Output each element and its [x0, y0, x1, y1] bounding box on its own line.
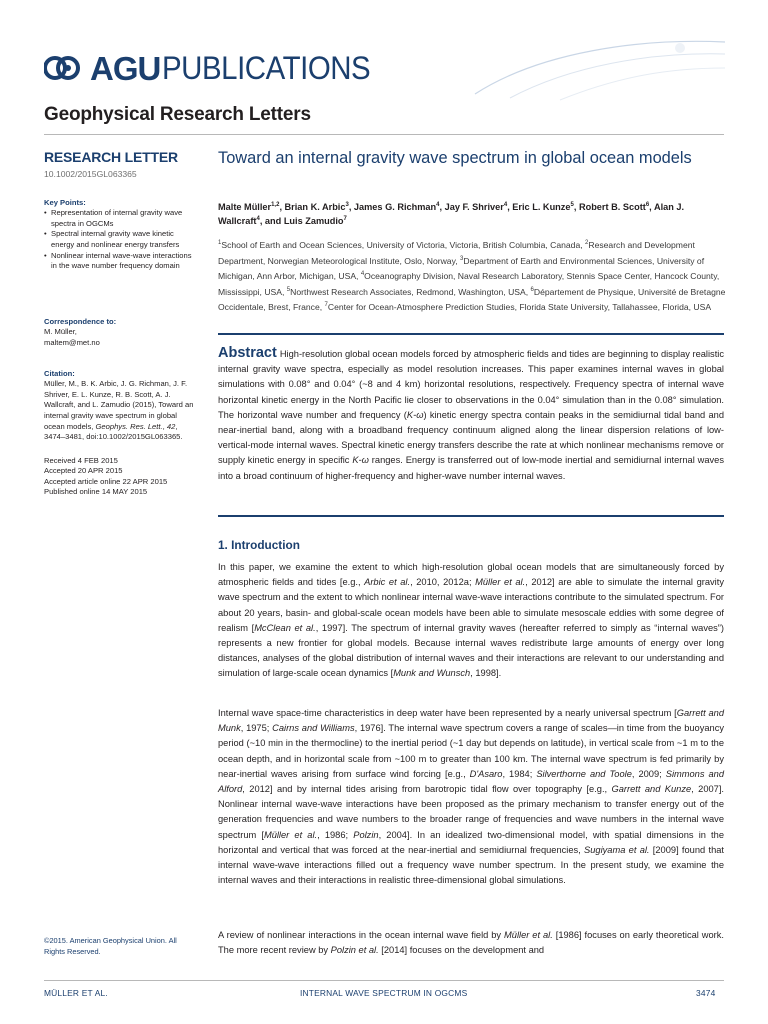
text-run: , 2007]. Nonlinear internal wave-wave interactions have been proposed as the primary mechanism to transfer energy out of the generation frequencies and wave numbers to the broader range of frequencies and wave numbers in the internal wave spectrum [: [218, 784, 724, 840]
citation-mid: ,: [162, 421, 167, 431]
key-point: • Spectral internal gravity wave kinetic energy and nonlinear energy transfers: [44, 229, 194, 250]
author-affiliation-mark: 4: [503, 201, 508, 208]
sidebar: [44, 148, 194, 498]
author-affiliation-mark: 4: [256, 215, 260, 222]
affiliation-text: Department of Earth and Environmental Sciences, University of Michigan, Ann Arbor, Michigan, USA,: [218, 255, 705, 282]
italic-text: Munk and Wunsch: [393, 668, 471, 679]
abstract-body: [218, 349, 724, 481]
text-run: , 1997]. The spectrum of internal gravity waves (hereafter referred to simply as “internal waves”) represents a new frontier for global models. Because internal waves redistribute large amounts of energy over long distances, analyses of the global distribution of internal waves and their interactions are relevant to our understanding and simulation of large-scale ocean dynamics [: [218, 622, 724, 679]
text-run: [2009] found that internal wave-wave interactions filled out a frequency wave number spectrum. In the present study, we examine the internal waves and their interactions in realistic three-dimensional global simulations.: [218, 844, 724, 886]
text-run: , 2012] and by internal tides arising from barotropic tidal flow over topography [e.g.,: [242, 784, 612, 795]
italic-text: Polzin: [353, 829, 379, 840]
doi[interactable]: 10.1002/2015GL063365: [44, 169, 137, 179]
italic-text: Simmons and Alford: [218, 768, 725, 795]
text-run: , 2009;: [631, 768, 666, 779]
affiliation-text: School of Earth and Ocean Sciences, University of Victoria, Victoria, British Columbia, Canada,: [221, 240, 586, 250]
author-name: Malte Müller: [218, 202, 272, 212]
body-paragraph: [218, 928, 724, 958]
author-separator: ,: [348, 202, 354, 212]
key-points-list: [44, 208, 194, 272]
citation-volume: 42: [166, 421, 176, 431]
footer-running-title: INTERNAL WAVE SPECTRUM IN OGCMS: [300, 988, 468, 998]
section-heading-introduction: 1. Introduction: [218, 538, 300, 552]
author-name: Eric L. Kunze: [512, 202, 571, 212]
body-paragraph: [218, 560, 724, 682]
correspondence: M. Müller, maltem@met.no: [44, 327, 100, 347]
affiliation-number: 3: [460, 255, 464, 262]
author-name: Luis Zamudio: [283, 216, 344, 226]
affiliation-text: Département de Physique, Université de Bretagne Occidentale, Brest, France,: [218, 286, 726, 313]
italic-text: Müller et al.: [504, 930, 553, 940]
text-run: ) kinetic energy spectra contain peaks in the semidiurnal tidal band and near-inertial band, along with a broadband frequency continuum aligned along the linear dispersion relations of low-vertical-mode internal waves. Spectral kinetic energy transfers describe the rate at which nonlinear mechanisms remove or supply kinetic energy in specific: [218, 409, 724, 466]
italic-text: Müller et al.: [475, 577, 526, 588]
affiliations: [218, 238, 728, 316]
text-run: [2014] focuses on the development and: [378, 945, 545, 956]
author-affiliation-mark: 5: [570, 201, 574, 208]
text-run: High-resolution global ocean models forced by atmospheric fields and tides are beginning to display realistic internal gravity wave spectra, especially as model resolution increases. This paper examines internal waves in global simulations with 0.08° and 0.04° (~8 and 4 km) horizontal resolutions, respectively. Frequency spectra of internal wave horizontal kinetic energy in the North Pacific lie closer to observations in the 0.04° simulation than in the 0.08° simulation. The horizontal wave number and frequency (: [218, 349, 724, 420]
header-swoosh-graphic: [470, 32, 730, 102]
author-separator: ,: [507, 202, 513, 212]
italic-text: Arbic et al.: [364, 577, 411, 588]
author-affiliation-mark: 6: [645, 201, 650, 208]
author-name: Brian K. Arbic: [284, 202, 346, 212]
citation-pre: Müller, M., B. K. Arbic, J. G. Richman, J. F. Shriver, E. L. Kunze, R. B. Scott, A. J. Wallcraft, and L. Zamudio (2015), Toward an internal gravity wave spectrum in global ocean models,: [44, 379, 194, 431]
affiliation-number: 2: [585, 240, 589, 247]
author-affiliation-mark: 7: [343, 215, 347, 222]
author-separator: ,: [439, 202, 445, 212]
italic-text: Müller et al.: [263, 829, 318, 840]
text-run: , 1986;: [317, 829, 354, 840]
affiliation-text: Research and Development Department, Norwegian Meteorological Institute, Oslo, Norway,: [218, 240, 695, 266]
affiliation-number: 1: [218, 240, 222, 247]
article-dates: Received 4 FEB 2015 Accepted 20 APR 2015 Accepted article online 22 APR 2015 Published online 14 MAY 2015: [44, 455, 168, 497]
italic-text: Silverthorne and Toole: [536, 768, 632, 779]
citation-post: , 3474–3481, doi:10.1002/2015GL063365.: [44, 421, 183, 442]
abstract-heading: Abstract: [218, 345, 277, 361]
text-run: , 1984;: [502, 768, 537, 779]
affiliation-number: 7: [324, 302, 328, 309]
citation: [44, 379, 194, 443]
footer-divider: [44, 980, 724, 981]
author-name: Robert B. Scott: [578, 202, 646, 212]
italic-text: D'Asaro: [469, 768, 503, 779]
text-run: , 1975;: [240, 723, 273, 734]
italic-text: Sugiyama et al.: [584, 844, 650, 855]
text-run: , 2004]. In an idealized two-dimensional model, with spatial dimensions in the horizontal and vertical that was forced at the near-inertial and semidiurnal frequencies,: [218, 829, 724, 855]
page-number: 3474: [696, 988, 716, 998]
italic-text: Garrett and Munk: [218, 708, 725, 734]
logo-agu-text: AGU: [90, 49, 161, 87]
key-point: • Representation of internal gravity wave spectra in OGCMs: [44, 208, 194, 229]
abstract-top-rule: [218, 333, 724, 335]
text-run: Internal wave space-time characteristics in deep water have been represented by a nearly universal spectrum [: [218, 708, 677, 718]
footer-authors: MÜLLER ET AL.: [44, 988, 108, 998]
text-run: In this paper, we examine the extent to which high-resolution global ocean models that are simultaneously forced by atmospheric fields and tides [e.g.,: [218, 562, 724, 588]
author-separator: ,: [279, 202, 285, 212]
italic-text: Garrett and Kunze: [611, 784, 692, 795]
affiliation-text: Northwest Research Associates, Redmond, Washington, USA,: [290, 286, 531, 297]
agu-globe-icon: [44, 53, 90, 83]
copyright: ©2015. American Geophysical Union. All Rights Reserved.: [44, 936, 177, 956]
author-separator: ,: [573, 202, 579, 212]
abstract: [218, 346, 724, 484]
author-affiliation-mark: 1,2: [271, 201, 280, 208]
text-run: , 2010, 2012a;: [410, 577, 476, 588]
affiliation-number: 5: [286, 286, 291, 293]
body-paragraph: [218, 706, 724, 888]
italic-text: K-ω: [352, 455, 369, 466]
author-separator: , and: [259, 216, 284, 226]
agu-publications-logo: [44, 50, 389, 86]
text-run: , 1976]. The internal wave spectrum covers a range of scales—in time from the buoyancy period (~10 min in the thermocline) to the inertial period (~1 day but depends on latitude), in vertical scale from ~1 m to the ocean depth, and in horizontal scale from ~100 m to greater than 100 km. The internal wave spectrum is fed primarily by near-inertial waves arising from surface wind forcing [e.g.,: [218, 723, 725, 779]
key-points-heading: Key Points:: [44, 197, 86, 207]
italic-text: K-ω: [406, 409, 424, 420]
journal-title: Geophysical Research Letters: [44, 104, 311, 125]
author-list: [218, 200, 728, 228]
key-point: • Nonlinear internal wave-wave interactions in the wave number frequency domain: [44, 251, 194, 272]
affiliation-number: 6: [530, 286, 534, 293]
citation-heading: Citation:: [44, 368, 75, 378]
text-run: , 1998].: [470, 668, 502, 679]
italic-text: McClean et al.: [254, 622, 316, 633]
logo-publications-text: PUBLICATIONS: [162, 50, 371, 86]
abstract-bottom-rule: [218, 515, 724, 517]
italic-text: Cairns and Williams: [272, 723, 355, 734]
text-run: , 2012] are able to simulate the internal gravity wave spectrum and the extent to which nonlinear internal wave-wave interactions contribute to the simulated spectrum. For about 20 years, basin- and global-scale ocean models have been able to simulate mesoscale eddies with some degree of realism [: [218, 577, 724, 633]
italic-text: Polzin et al.: [330, 945, 379, 956]
text-run: A review of nonlinear interactions in the ocean internal wave field by: [218, 930, 505, 940]
affiliation-text: Center for Ocean-Atmosphere Prediction Studies, Florida State University, Tallahassee, Florida, USA: [327, 302, 712, 313]
article-title: Toward an internal gravity wave spectrum in global ocean models: [218, 149, 692, 167]
author-separator: ,: [649, 202, 654, 212]
author-affiliation-mark: 3: [345, 201, 349, 208]
author-name: Jay F. Shriver: [444, 202, 504, 212]
correspondence-heading: Correspondence to:: [44, 316, 117, 326]
author-affiliation-mark: 4: [436, 201, 440, 208]
affiliation-number: 4: [360, 271, 365, 278]
text-run: [1986] focuses on early theoretical work. The more recent review by: [218, 930, 724, 956]
author-name: James G. Richman: [353, 202, 437, 212]
author-name: Alan J. Wallcraft: [218, 202, 685, 226]
citation-journal: Geophys. Res. Lett.: [95, 421, 163, 431]
affiliation-text: Oceanography Division, Naval Research Laboratory, Stennis Space Center, Hancock County, Mississippi, USA,: [218, 271, 720, 297]
text-run: ranges. Energy is transferred out of low-mode inertial and semidiurnal internal waves into a broad continuum of higher-frequency and higher-wave number internal waves.: [218, 455, 725, 481]
header-divider: [44, 134, 724, 135]
article-type: RESEARCH LETTER: [44, 149, 178, 165]
